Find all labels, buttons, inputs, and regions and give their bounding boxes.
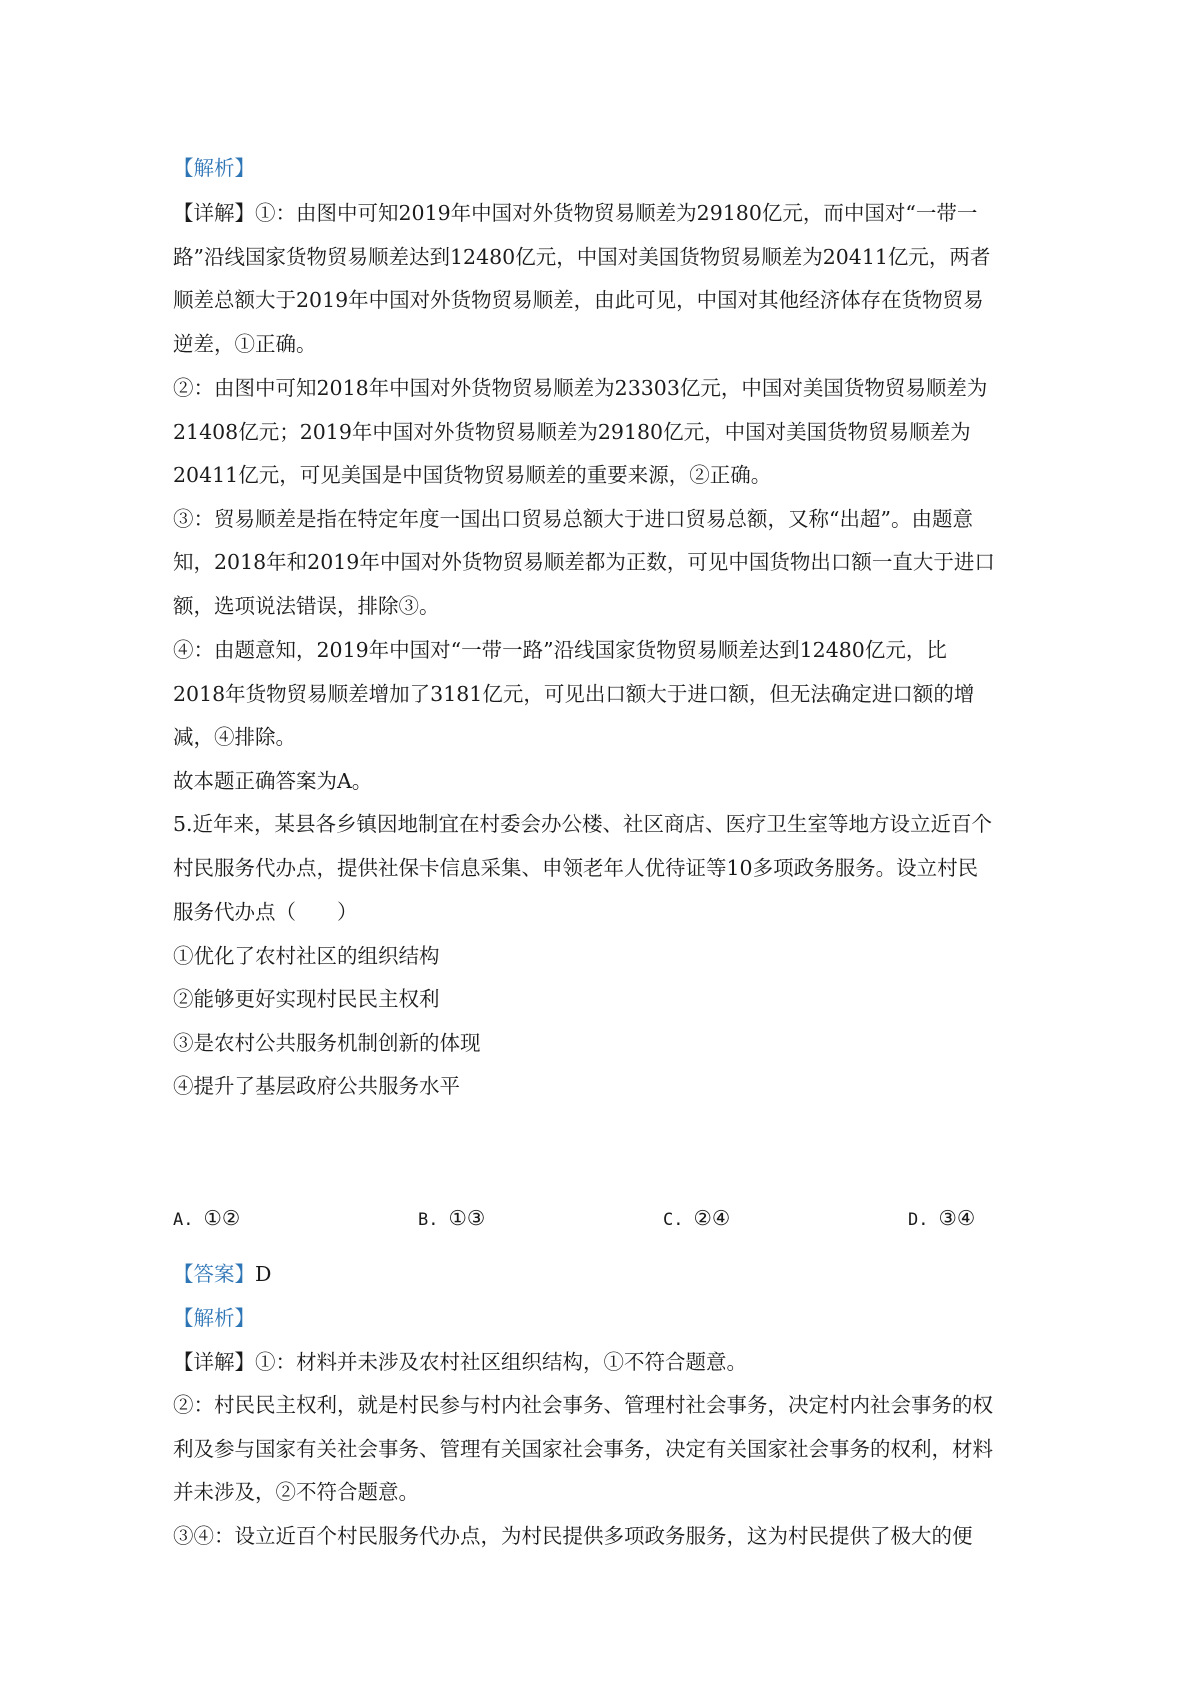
statement-item: ①优化了农村社区的组织结构 <box>173 944 440 968</box>
answer-value: D <box>255 1262 272 1286</box>
detail-paragraph-line: ②：由图中可知2018年中国对外货物贸易顺差为23303亿元，中国对美国货物贸易顺差为 <box>173 376 988 400</box>
detail-paragraph-line: 利及参与国家有关社会事务、管理有关国家社会事务，决定有关国家社会事务的权利，材料 <box>173 1437 993 1461</box>
detail-paragraph-line: 并未涉及，②不符合题意。 <box>173 1480 419 1504</box>
answer-options <box>173 1200 1033 1236</box>
detail-paragraph-line: 【详解】①：材料并未涉及农村社区组织结构，①不符合题意。 <box>173 1350 747 1374</box>
detail-paragraph-line: 额，选项说法错误，排除③。 <box>173 594 440 618</box>
detail-paragraph-line: ④：由题意知，2019年中国对“一带一路”沿线国家货物贸易顺差达到12480亿元，比 <box>173 638 947 662</box>
detail-paragraph-line: 20411亿元，可见美国是中国货物贸易顺差的重要来源，②正确。 <box>173 463 772 487</box>
option-key: C. <box>663 1210 684 1230</box>
detail-paragraph-line: ③：贸易顺差是指在特定年度一国出口贸易总额大于进口贸易总额，又称“出超”。由题意 <box>173 507 973 531</box>
option-key: D. <box>908 1210 929 1230</box>
statement-item: ④提升了基层政府公共服务水平 <box>173 1074 460 1098</box>
detail-paragraph-line: ③④：设立近百个村民服务代办点，为村民提供多项政务服务，这为村民提供了极大的便 <box>173 1524 973 1548</box>
option-c[interactable] <box>663 1200 730 1238</box>
statement-item: ③是农村公共服务机制创新的体现 <box>173 1031 481 1055</box>
question-stem-line: 5.近年来，某县各乡镇因地制宜在村委会办公楼、社区商店、医疗卫生室等地方设立近百个 <box>173 812 993 836</box>
option-value: ①② <box>203 1206 241 1230</box>
detail-paragraph-line: 知，2018年和2019年中国对外货物贸易顺差都为正数，可见中国货物出口额一直大于进口 <box>173 550 995 574</box>
option-key: A. <box>173 1210 194 1230</box>
detail-paragraph-line: 2018年货物贸易顺差增加了3181亿元，可见出口额大于进口额，但无法确定进口额的增 <box>173 682 975 706</box>
answer-tag: 【答案】 <box>173 1262 255 1286</box>
question-stem-line: 村民服务代办点，提供社保卡信息采集、申领老年人优待证等10多项政务服务。设立村民 <box>173 856 979 880</box>
analysis-heading: 【解析】 <box>173 156 255 180</box>
detail-paragraph-line: ②：村民民主权利，就是村民参与村内社会事务、管理村社会事务，决定村内社会事务的权 <box>173 1393 993 1417</box>
detail-paragraph-line: 21408亿元；2019年中国对外货物贸易顺差为29180亿元，中国对美国货物贸易顺差为 <box>173 420 971 444</box>
option-key: B. <box>418 1210 439 1230</box>
detail-paragraph-line: 路”沿线国家货物贸易顺差达到12480亿元，中国对美国货物贸易顺差为20411亿元，两者 <box>173 245 991 269</box>
analysis-heading: 【解析】 <box>173 1306 255 1330</box>
option-a[interactable] <box>173 1200 240 1238</box>
option-value: ②④ <box>693 1206 731 1230</box>
detail-paragraph-line: 顺差总额大于2019年中国对外货物贸易顺差，由此可见，中国对其他经济体存在货物贸易 <box>173 288 984 312</box>
conclusion-line: 故本题正确答案为A。 <box>173 769 373 793</box>
answer-line <box>173 1260 271 1288</box>
detail-paragraph-line: 【详解】①：由图中可知2019年中国对外货物贸易顺差为29180亿元，而中国对“一带一 <box>173 201 978 225</box>
option-value: ①③ <box>448 1206 486 1230</box>
detail-paragraph-line: 逆差，①正确。 <box>173 332 317 356</box>
question-stem-line: 服务代办点（ ） <box>173 900 358 924</box>
statement-item: ②能够更好实现村民民主权利 <box>173 987 440 1011</box>
detail-paragraph-line: 减，④排除。 <box>173 725 296 749</box>
option-value: ③④ <box>938 1206 976 1230</box>
option-d[interactable] <box>908 1200 975 1238</box>
option-b[interactable] <box>418 1200 485 1238</box>
